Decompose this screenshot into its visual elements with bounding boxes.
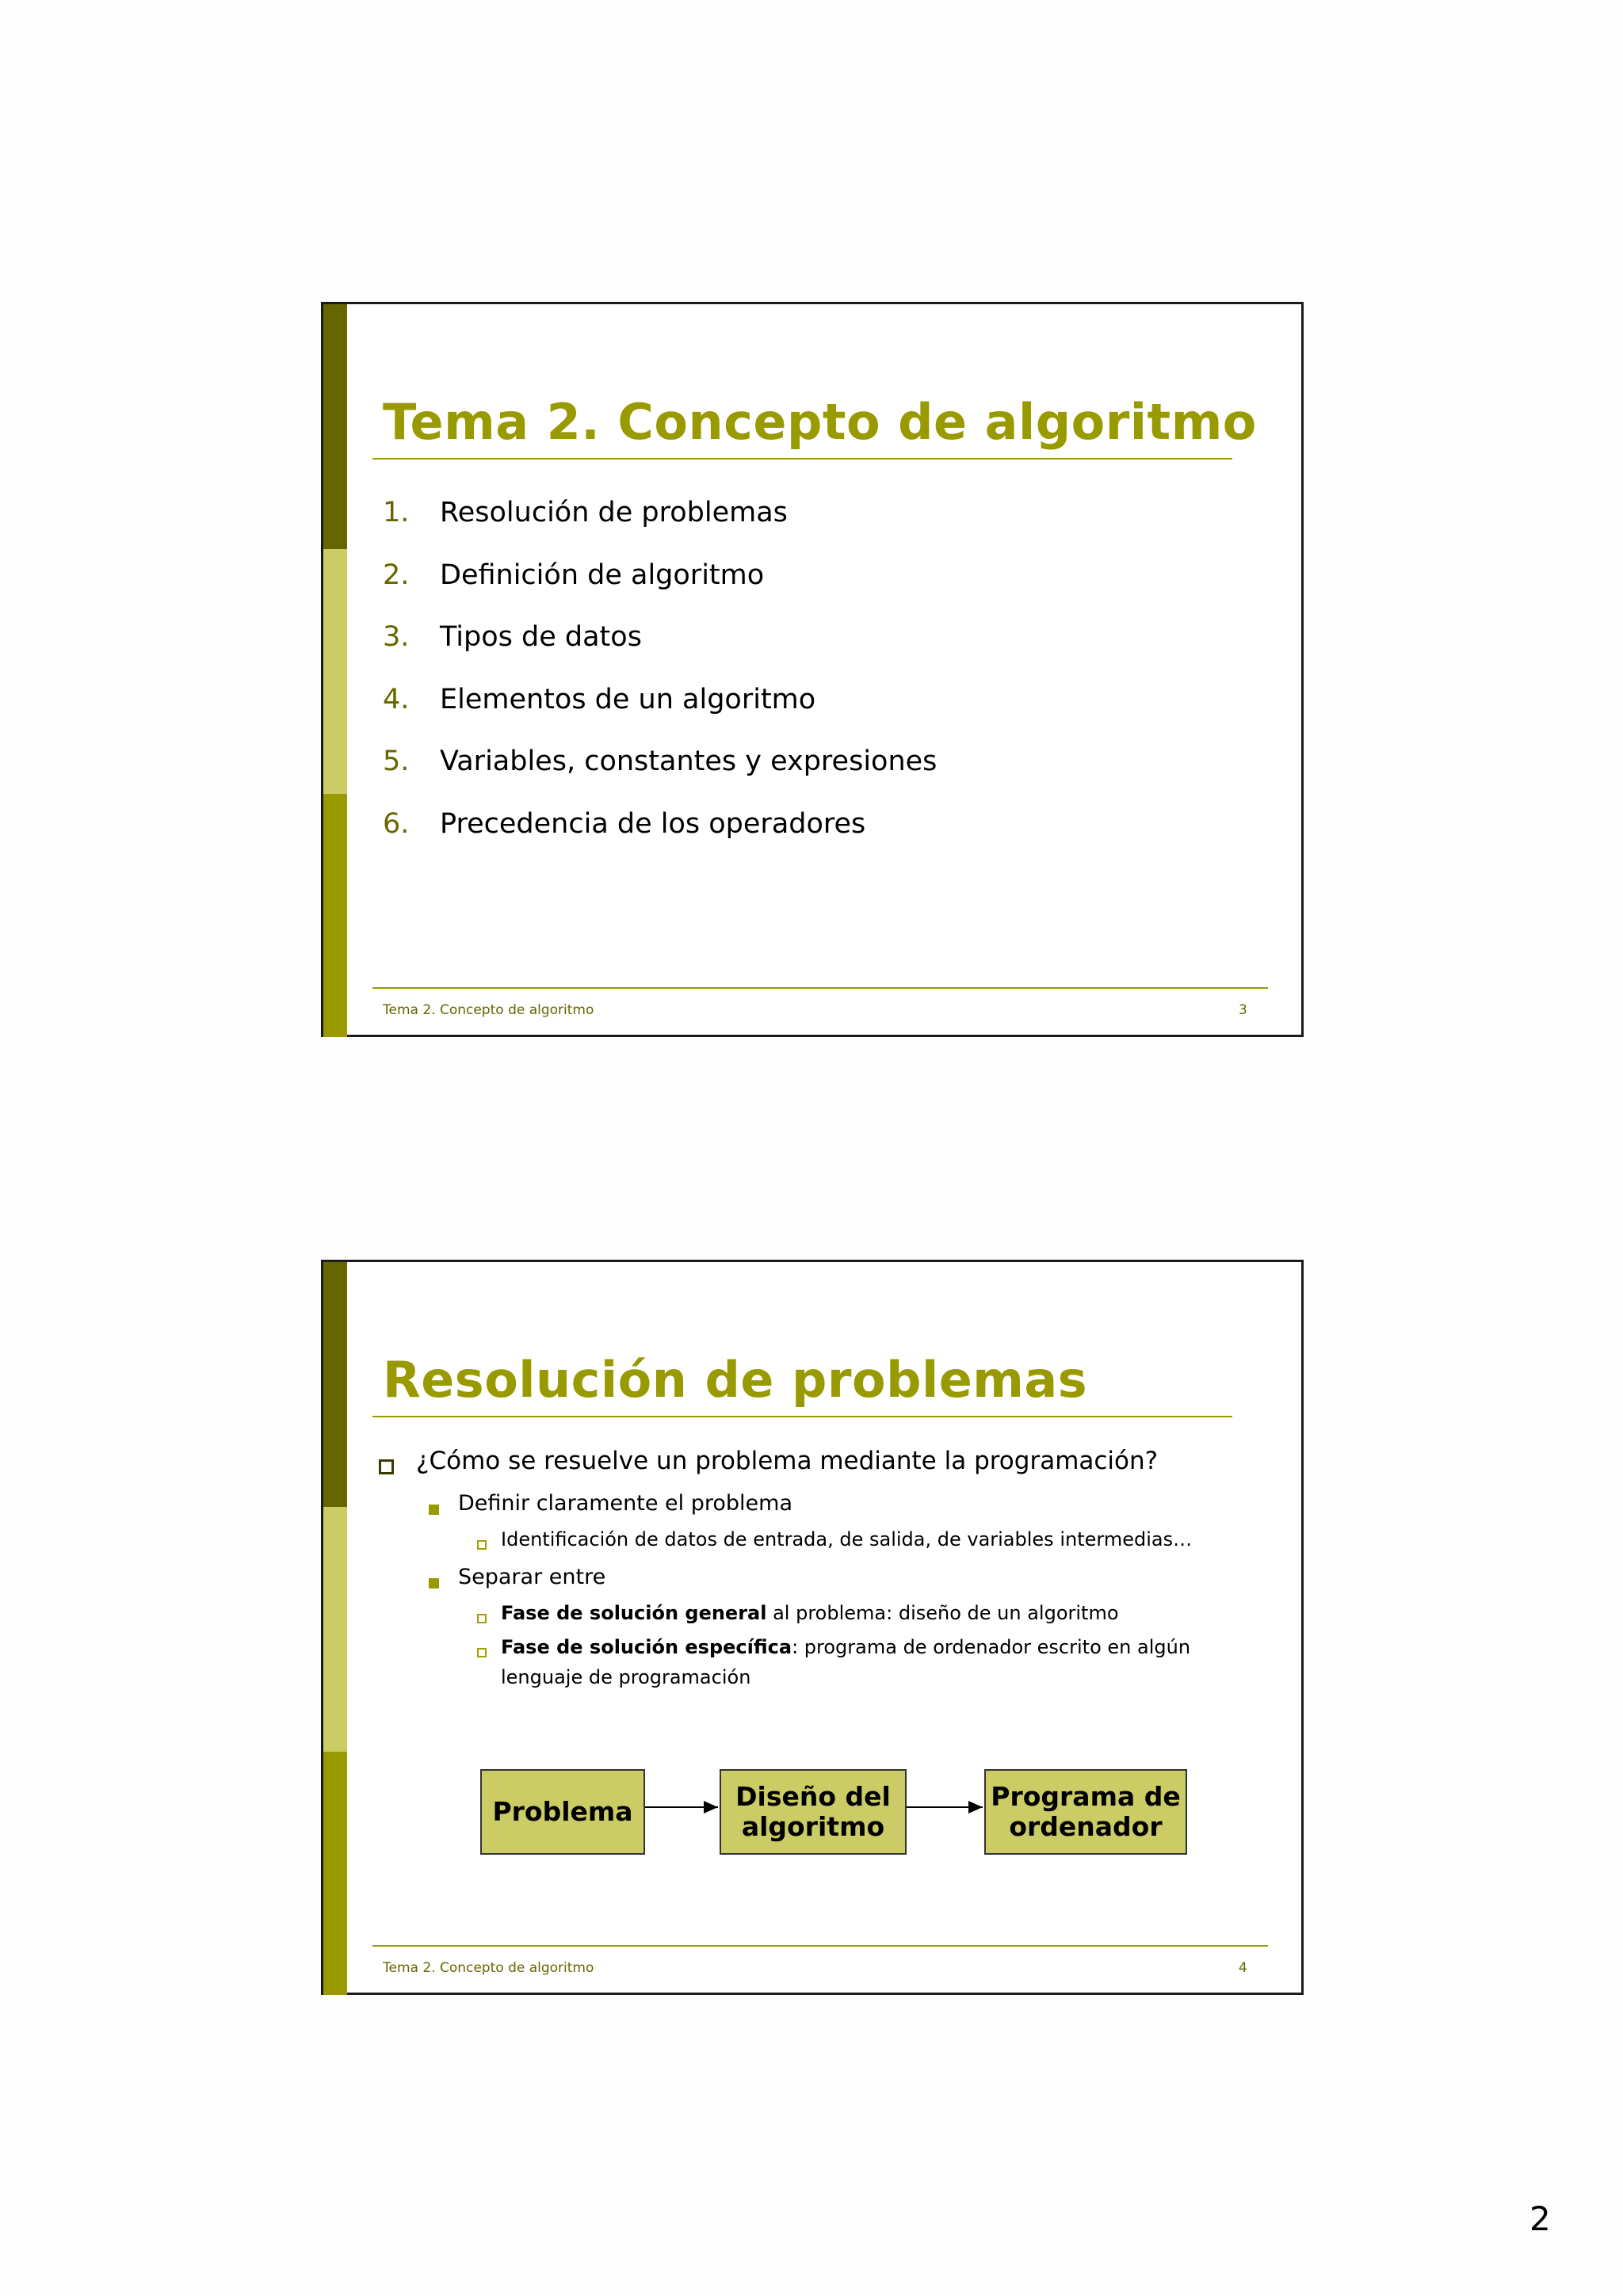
slide-title: Tema 2. Concepto de algoritmo — [383, 393, 1257, 451]
toc-item-number: 4. — [383, 683, 410, 715]
specific-phase-term: Fase de solución específica — [501, 1636, 792, 1658]
toc-item-label: Resolución de problemas — [440, 497, 788, 528]
sidebar-segment-mid — [323, 794, 347, 1037]
slide-number: 4 — [1239, 1960, 1247, 1976]
toc-item — [383, 808, 937, 871]
toc-item-label: Precedencia de los operadores — [440, 807, 866, 840]
flow-box-label: Programa de ordenador — [991, 1781, 1181, 1842]
toc-item-number: 6. — [383, 807, 410, 840]
slide-number: 3 — [1239, 1002, 1247, 1018]
specific-phase-description: : programa de ordenador escrito en algún — [792, 1636, 1191, 1658]
general-phase-description: al problema: diseño de un algoritmo — [766, 1602, 1119, 1624]
toc-item-label: Variables, constantes y expresiones — [440, 746, 938, 777]
bullet-separate: Separar entre — [458, 1565, 606, 1589]
page-number: 2 — [1529, 2199, 1551, 2238]
bullet-question: ¿Cómo se resuelve un problema mediante la programación? — [416, 1447, 1159, 1475]
toc-item-number: 2. — [383, 559, 410, 591]
toc-item — [383, 497, 937, 559]
bullet-specific-phase-continuation: lenguaje de programación — [501, 1666, 751, 1688]
toc-item — [383, 746, 937, 808]
toc-item-label: Tipos de datos — [440, 621, 642, 653]
sidebar-segment-light — [323, 549, 347, 794]
toc-item-number: 5. — [383, 746, 410, 777]
flow-box-label: Diseño del algoritmo — [735, 1781, 891, 1842]
flow-box-label: Problema — [492, 1796, 633, 1827]
toc-item — [383, 684, 937, 746]
slide-footer: Tema 2. Concepto de algoritmo — [383, 1960, 594, 1976]
toc-item — [383, 559, 937, 622]
toc-item-label: Definición de algoritmo — [440, 559, 765, 591]
slide-sidebar — [323, 304, 347, 1035]
title-underline — [372, 458, 1232, 460]
footer-divider — [372, 987, 1268, 989]
footer-divider — [372, 1945, 1268, 1947]
toc-item — [383, 621, 937, 684]
flow-arrows — [323, 1262, 1301, 1993]
slide-title: Resolución de problemas — [383, 1351, 1088, 1409]
bullet-define-problem: Definir claramente el problema — [458, 1491, 793, 1516]
slide-problem-solving — [321, 1260, 1304, 1995]
toc-item-number: 3. — [383, 621, 410, 653]
toc-list — [383, 497, 937, 870]
bullet-identification: Identificación de datos de entrada, de salida, de variables intermedias… — [501, 1528, 1193, 1550]
slide-toc — [321, 302, 1304, 1037]
toc-item-label: Elementos de un algoritmo — [440, 683, 816, 715]
sidebar-segment-dark — [323, 304, 347, 549]
toc-item-number: 1. — [383, 497, 410, 528]
general-phase-term: Fase de solución general — [501, 1602, 767, 1624]
slide-footer: Tema 2. Concepto de algoritmo — [383, 1002, 594, 1018]
